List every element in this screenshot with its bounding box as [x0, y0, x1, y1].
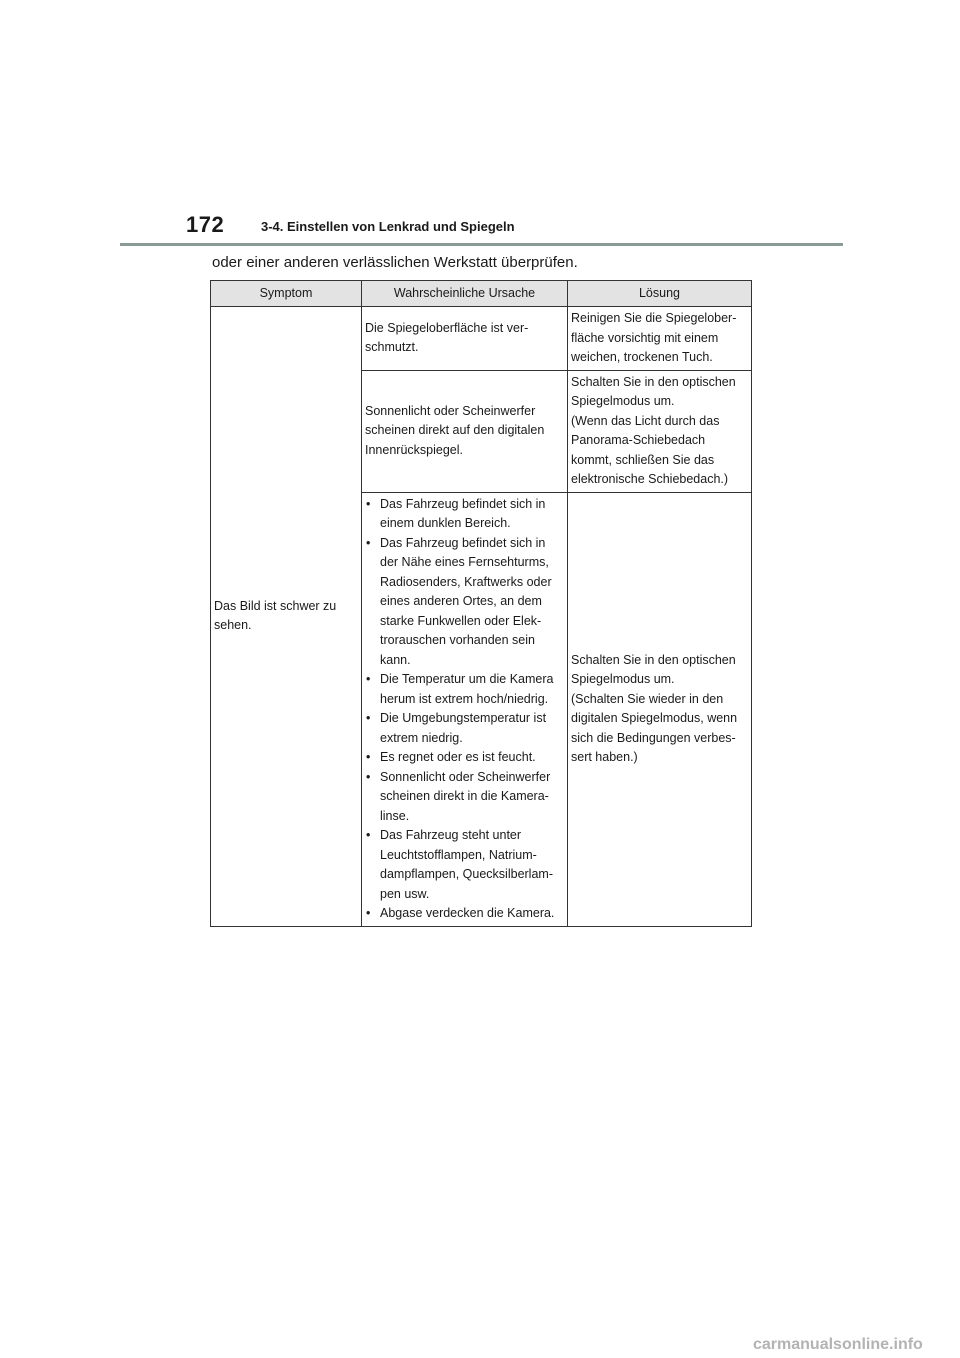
symptom-cell [211, 307, 362, 927]
cause-line: herum ist extrem hoch/niedrig. [380, 691, 549, 706]
cause-line: Die Umgebungstemperatur ist [380, 711, 547, 725]
cause-line: Radiosenders, Kraftwerks oder [380, 574, 552, 589]
solution-cell [568, 492, 752, 926]
solution-line: fläche vorsichtig mit einem [571, 330, 719, 345]
solution-line: elektronische Schiebedach.) [571, 472, 729, 486]
column-header-symptom: Symptom [211, 281, 362, 307]
solution-line: sich die Bedingungen verbes- [571, 730, 736, 745]
list-item [365, 495, 564, 534]
section-title: 3-4. Einstellen von Lenkrad und Spiegeln [261, 219, 515, 234]
column-header-cause: Wahrscheinliche Ursache [362, 281, 568, 307]
list-item [365, 826, 564, 904]
solution-line: weichen, trockenen Tuch. [571, 350, 713, 364]
solution-line: Panorama-Schiebedach [571, 433, 706, 447]
cause-line: scheinen direkt in die Kamera- [380, 789, 549, 803]
symptom-line: Das Bild ist schwer zu [214, 598, 337, 613]
symptom-line: sehen. [214, 618, 252, 633]
bullet: • [366, 711, 371, 725]
cause-line: starke Funkwellen oder Elek- [380, 613, 542, 628]
bullet: • [366, 496, 371, 511]
intro-text: oder einer anderen verlässlichen Werkstatt überprüfen. [212, 254, 578, 271]
solution-line: Spiegelmodus um. [571, 672, 675, 686]
cause-line: extrem niedrig. [380, 730, 463, 745]
cause-line: dampflampen, Quecksilberlam- [380, 867, 553, 881]
cause-line: Leuchtstofflampen, Natrium- [380, 847, 537, 862]
list-item [365, 670, 564, 709]
list-item [365, 534, 564, 671]
list-item [365, 904, 564, 924]
solution-line: kommt, schließen Sie das [571, 452, 715, 467]
list-item [365, 709, 564, 748]
cause-line: linse. [380, 808, 410, 823]
page-number: 172 [186, 212, 225, 237]
cause-line: Das Fahrzeug befindet sich in [380, 496, 546, 511]
cause-line: Sonnenlicht oder Scheinwerfer [365, 403, 536, 418]
cause-line: Es regnet oder es ist feucht. [380, 750, 536, 764]
cause-line: Innenrückspiegel. [365, 442, 463, 457]
table-row [211, 307, 752, 371]
solution-line: Schalten Sie in den optischen [571, 652, 736, 667]
header-rule [120, 243, 843, 246]
cause-line: Das Fahrzeug steht unter [380, 828, 522, 842]
table-header-row [211, 281, 752, 307]
solution-line: (Wenn das Licht durch das [571, 413, 720, 428]
bullet: • [366, 906, 371, 920]
solution-line: Spiegelmodus um. [571, 394, 675, 408]
cause-line: einem dunklen Bereich. [380, 516, 511, 530]
bullet: • [366, 535, 371, 550]
cause-cell [362, 307, 568, 371]
solution-cell [568, 370, 752, 492]
cause-cell [362, 492, 568, 926]
troubleshooting-table [210, 280, 752, 927]
cause-line: Abgase verdecken die Kamera. [380, 906, 555, 920]
list-item [365, 748, 564, 768]
bullet: • [366, 769, 371, 784]
cause-line: eines anderen Ortes, an dem [380, 594, 542, 608]
bullet: • [366, 672, 371, 686]
cause-line: schmutzt. [365, 340, 419, 355]
bullet: • [366, 750, 371, 764]
solution-line: sert haben.) [571, 750, 638, 764]
watermark: carmanualsonline.info [753, 1336, 923, 1353]
cause-line: trorauschen vorhanden sein [380, 633, 535, 647]
solution-line: (Schalten Sie wieder in den [571, 691, 724, 706]
cause-line: Die Spiegeloberfläche ist ver- [365, 320, 529, 335]
cause-line: pen usw. [380, 886, 430, 901]
cause-line: Das Fahrzeug befindet sich in [380, 535, 546, 550]
cause-line: kann. [380, 652, 411, 667]
cause-cell [362, 370, 568, 492]
solution-line: Schalten Sie in den optischen [571, 374, 736, 389]
bullet: • [366, 828, 371, 842]
solution-line: Reinigen Sie die Spiegelober- [571, 311, 737, 325]
cause-list [365, 495, 564, 924]
column-header-solution: Lösung [568, 281, 752, 307]
solution-cell [568, 307, 752, 371]
cause-line: Sonnenlicht oder Scheinwerfer [380, 769, 551, 784]
cause-line: Die Temperatur um die Kamera [380, 672, 554, 686]
list-item [365, 768, 564, 827]
cause-line: der Nähe eines Fernsehturms, [380, 555, 549, 569]
cause-line: scheinen direkt auf den digitalen [365, 423, 545, 438]
solution-line: digitalen Spiegelmodus, wenn [571, 711, 738, 725]
